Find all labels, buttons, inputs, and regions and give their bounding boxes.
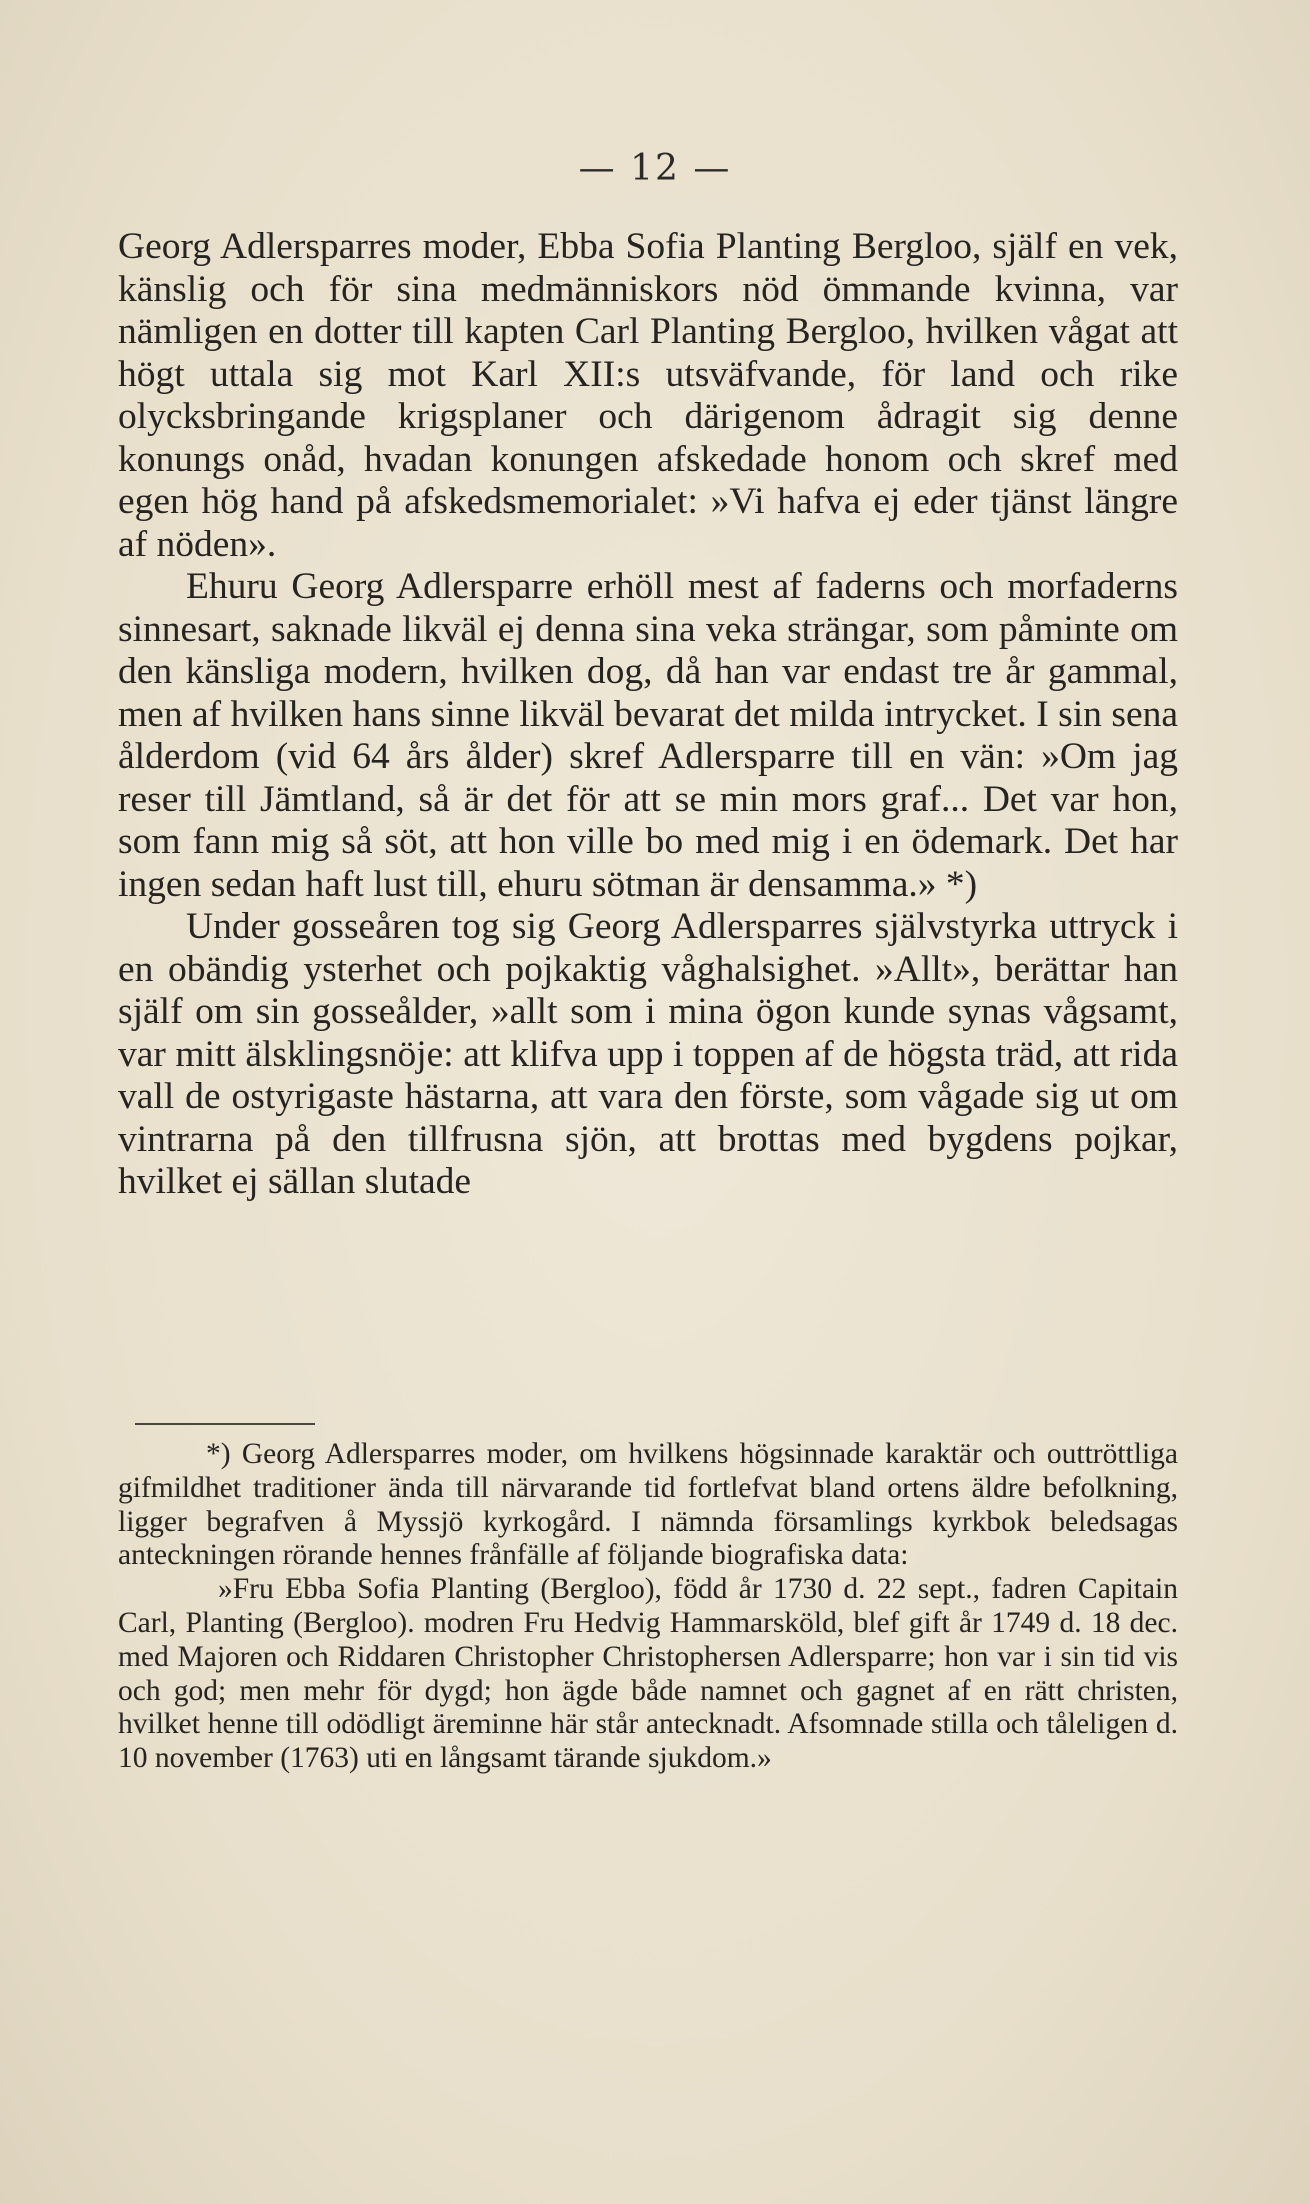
footnote-paragraph-1: *) Georg Adlersparres moder, om hvilkens högsinnade karaktär och outtröttliga gifmildhet traditioner ända till närvarande tid fortlefvat bland ortens äldre befolkning, ligger begrafven å Myssjö kyrkogård. I nämnda församlings kyrkbok beledsagas anteckningen rörande hennes frånfälle af följande biografiska data: [118, 1438, 1178, 1572]
main-text [118, 226, 1178, 1204]
paragraph-2: Ehuru Georg Adlersparre erhöll mest af faderns och morfaderns sinnesart, saknade likväl ej denna sina veka strängar, som påminte om den känsliga modern, hvilken dog, då han var endast tre år gammal, men af hvilken hans sinne likväl bevarat det milda intrycket. I sin sena ålderdom (vid 64 års ålder) skref Adlersparre till en vän: »Om jag reser till Jämtland, så är det för att se min mors graf... Det var hon, som fann mig så söt, att hon ville bo med mig i en ödemark. Det har ingen sedan haft lust till, ehuru sötman är densamma.» *) [118, 566, 1178, 905]
page-number: — 12 — [578, 148, 732, 189]
paragraph-1: Georg Adlersparres moder, Ebba Sofia Planting Bergloo, själf en vek, känslig och för sina medmänniskors nöd ömmande kvinna, var nämligen en dotter till kapten Carl Planting Bergloo, hvilken vågat att högt uttala sig mot Karl XII:s utsväfvande, för land och rike olycksbringande krigsplaner och därigenom ådragit sig denne konungs onåd, hvadan konungen afskedade honom och skref med egen hög hand på afskedsmemorialet: »Vi hafva ej eder tjänst längre af nöden». [118, 226, 1178, 565]
paragraph-3: Under gosseåren tog sig Georg Adlersparres självstyrka uttryck i en obändig ysterhet och pojkaktig våghalsighet. »Allt», berättar han själf om sin gosseålder, »allt som i mina ögon kunde synas vågsamt, var mitt älsklingsnöje: att klifva upp i toppen af de högsta träd, att rida vall de ostyrigaste hästarna, att vara den förste, som vågade sig ut om vintrarna på den tillfrusna sjön, att brottas med bygdens pojkar, hvilket ej sällan slutade [118, 906, 1178, 1202]
footnote-paragraph-2: »Fru Ebba Sofia Planting (Bergloo), född år 1730 d. 22 sept., fadren Capitain Carl, Planting (Bergloo). modren Fru Hedvig Hammarsköld, blef gift år 1749 d. 18 dec. med Majoren och Riddaren Christopher Christophersen Adlersparre; hon var i sin tid vis och god; men mehr för dygd; hon ägde både namnet och gagnet af en rätt christen, hvilket henne till odödligt äreminne här står antecknadt. Afsomnade stilla och tåleligen d. 10 november (1763) uti en långsamt tärande sjukdom.» [118, 1573, 1178, 1775]
footnote [118, 1438, 1178, 1776]
footnote-divider [135, 1423, 315, 1425]
